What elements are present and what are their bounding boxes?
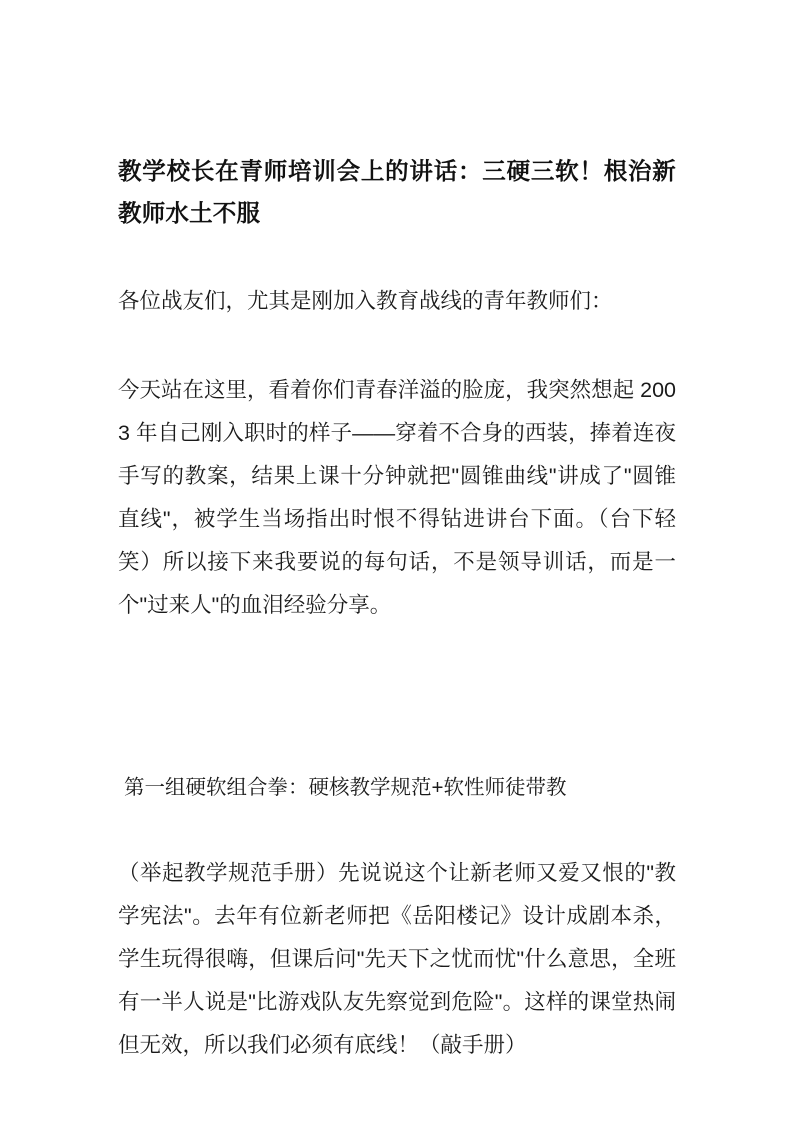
- paragraph-introduction: 今天站在这里，看着你们青春洋溢的脸庞，我突然想起 2003 年自己刚入职时的样子——穿着不合身的西装，捧着连夜手写的教案，结果上课十分钟就把"圆锥曲线"讲成了"圆锥直线"，被学生当场指出时恨不得钻进讲台下面。（台下轻笑）所以接下来我要说的每句话，不是领导训话，而是一个"过来人"的血泪经验分享。: [118, 378, 676, 617]
- section-heading-group-one: 第一组硬软组合拳：硬核教学规范+软性师徒带教: [124, 776, 567, 799]
- paragraph-spacer: [118, 627, 676, 772]
- paragraph-section-one-body: （举起教学规范手册）先说说这个让新老师又爱又恨的"教学宪法"。去年有位新老师把《岳阳楼记》设计成剧本杀，学生玩得很嗨，但课后问"先天下之忧而忧"什么意思，全班有一半人说是"比游戏队友先察觉到危险"。这样的课堂热闹但无效，所以我们必须有底线！（敲手册）: [118, 861, 676, 1057]
- paragraph-greeting: 各位战友们，尤其是刚加入教育战线的青年教师们：: [118, 289, 613, 313]
- document-title: 教学校长在青师培训会上的讲话：三硬三软！根治新教师水土不服: [118, 158, 676, 226]
- document-body: [118, 0, 676, 1067]
